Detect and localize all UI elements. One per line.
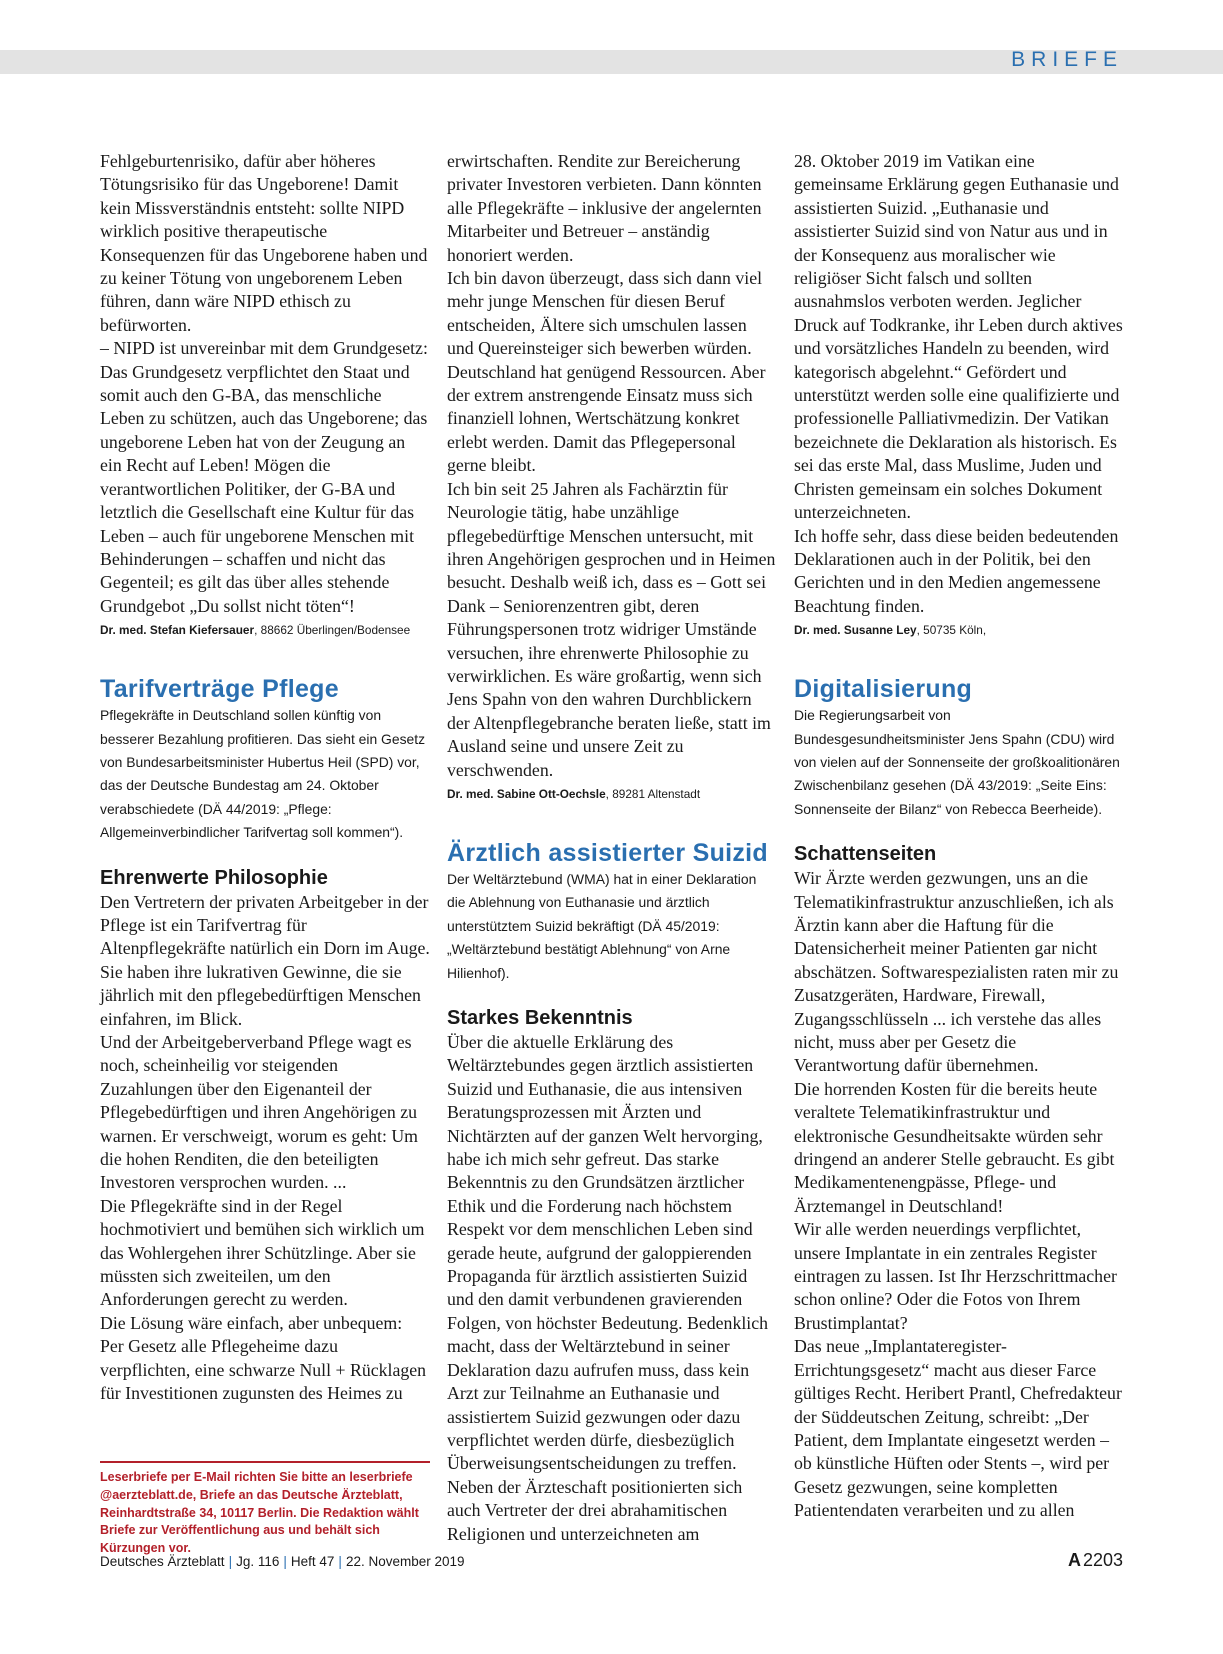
section-label: BRIEFE	[1011, 48, 1123, 71]
topic-intro: Die Regierungsarbeit von Bundesgesundheitsminister Jens Spahn (CDU) wird von vielen auf der Sonnenseite der großkoalitionären Zwischenbilanz gesehen (DÄ 43/2019: „Seite Eins: Sonnenseite der Bilanz“ von Rebecca Beerheide).	[794, 707, 1120, 817]
letter-title: Ehrenwerte Philosophie	[100, 866, 328, 889]
letter-signature	[447, 786, 777, 802]
page-number-value: 2203	[1082, 1550, 1123, 1570]
letter-signature	[100, 622, 430, 638]
letter-title: Starkes Bekenntnis	[447, 1007, 633, 1029]
page-footer	[100, 1554, 1123, 1578]
letter-paragraph: Die Pflegekräfte sind in der Regel hochmotiviert und bemühen sich wirklich um das Wohlergehen ihrer Schützlinge. Aber sie müssten sich zweiteilen, um den Anforderungen gerecht zu werden.	[100, 1195, 425, 1310]
submission-notice: Leserbriefe per E-Mail richten Sie bitte an leserbriefe @aerzteblatt.de, Briefe an das Deutsche Ärzteblatt, Reinhardtstraße 34, 10117 Berlin. Die Redaktion wählt Briefe zur Veröffentlichung aus und behält sich Kürzungen vor.	[100, 1461, 430, 1558]
page-number	[1068, 1550, 1123, 1571]
author-name: Dr. med. Susanne Ley	[794, 623, 917, 638]
letter-paragraph: Die horrenden Kosten für die bereits heute veraltete Telematikinfrastruktur und elektronische Gesundheitsakte würden sehr dringend an anderer Stelle gebraucht. Es gibt Medikamentenengpässe, Pflege- und Ärztemangel in Deutschland!	[794, 1078, 1115, 1216]
letter-paragraph: – NIPD ist unvereinbar mit dem Grundgesetz: Das Grundgesetz verpflichtet den Staat und somit auch den G-BA, das menschliche Leben zu schützen, auch das Ungeborene; das ungeborene Leben hat von der Zeugung an ein Recht auf Leben! Mögen die verantwortlichen Politiker, der G-BA und letztlich die Gesellschaft eine Kultur für das Leben – auch für ungeborene Menschen mit Behinderungen – schaffen und nicht das Gegenteil; es gilt das über alles stehende Grundgebot „Du sollst nicht töten“!	[100, 338, 428, 616]
letter-paragraph: Ich hoffe sehr, dass diese beiden bedeutenden Deklarationen auch in der Politik, bei den Gerichten und in den Medien angemessene Beachtung finden.	[794, 525, 1119, 616]
topic-heading: Tarifverträge Pflege	[100, 675, 339, 704]
letter-paragraph: 28. Oktober 2019 im Vatikan eine gemeinsame Erklärung gegen Euthanasie und assistierten Suizid. „Euthanasie und assistierter Suizid sind von Natur aus und in der Konsequenz aus moralischer wie religiöser Sicht falsch und sollten ausnahmslos verboten werden. Jeglicher Druck auf Todkranke, ihr Leben durch aktives und vorsätzliches Handeln zu beenden, wird kategorisch abgelehnt.“ Gefördert und unterstützt werden solle eine qualifizierte und professionelle Palliativmedizin. Der Vatikan bezeichnete die Deklaration als historisch. Es sei das erste Mal, dass Muslime, Juden und Christen gemeinsam ein solches Dokument unterzeichneten.	[794, 151, 1123, 523]
page-prefix: A	[1067, 1550, 1081, 1570]
letter-paragraph: Das neue „Implantateregister-Errichtungsgesetz“ macht aus dieser Farce gültiges Recht. Heribert Prantl, Chefredakteur der Süddeutschen Zeitung, schreibt: „Der Patient, dem Implantate eingesetzt werden – ob künstliche Hüften oder Stents –, wird per Gesetz gezwungen, seine kompletten Patientendaten verarbeiten und zu allen	[794, 1336, 1122, 1521]
journal-issue: Heft 47	[290, 1554, 335, 1569]
column-2	[447, 150, 777, 1546]
topic-heading: Digitalisierung	[794, 675, 973, 704]
topic-heading: Ärztlich assistierter Suizid	[447, 838, 768, 867]
letter-paragraph: Neben der Ärzteschaft positionierten sich auch Vertreter der drei abrahamitischen Religionen und unterzeichneten am	[447, 1476, 743, 1544]
letter-paragraph: Fehlgeburtenrisiko, dafür aber höheres Tötungsrisiko für das Ungeborene! Damit kein Missverständnis entsteht: sollte NIPD wirklich positive therapeutische Konsequenzen für das Ungeborene haben und zu keiner Tötung von ungeborenem Leben führen, dann wäre NIPD ethisch zu befürworten.	[100, 151, 428, 335]
column-3	[794, 150, 1124, 1523]
author-place: , 50735 Köln,	[916, 623, 987, 638]
author-name: Dr. med. Stefan Kiefersauer	[100, 623, 255, 638]
journal-name: Deutsches Ärzteblatt	[100, 1554, 225, 1569]
topic-intro: Pflegekräfte in Deutschland sollen künftig von besserer Bezahlung profitieren. Das sieht ein Gesetz von Bundesarbeitsminister Hubertus Heil (SPD) vor, das der Deutsche Bundestag am 24. Oktober verabschiedete (DÄ 44/2019: „Pflege: Allgemeinverbindlicher Tarifvertag soll kommen“).	[100, 707, 426, 841]
letter-paragraph: Die Lösung wäre einfach, aber unbequem: Per Gesetz alle Pflegeheime dazu verpflichten, eine schwarze Null + Rücklagen für Investitionen zugunsten des Heimes zu	[100, 1312, 427, 1404]
letter-paragraph: Den Vertretern der privaten Arbeitgeber in der Pflege ist ein Tarifvertrag für Altenpflegekräfte natürlich ein Dorn im Auge. Sie haben ihre lukrativen Gewinne, die sie jährlich mit den pflegebedürftigen Menschen einfahren, im Blick.	[100, 891, 430, 1029]
author-place: , 88662 Überlingen/Bodensee	[254, 623, 411, 638]
divider: |	[228, 1554, 233, 1569]
letter-paragraph: Ich bin seit 25 Jahren als Fachärztin für Neurologie tätig, habe unzählige pflegebedürftige Menschen untersucht, mit ihren Angehörigen gesprochen und in Heimen besucht. Deshalb weiß ich, dass es – Gott sei Dank – Seniorenzentren gibt, deren Führungspersonen trotz widriger Umstände versuchen, ihre ehrenwerte Philosophie zu verwirklichen. Es wäre großartig, wenn sich Jens Spahn von den wahren Durchblickern der Altenpflegebranche beraten ließe, statt im Ausland seine und unsere Zeit zu verschwenden.	[447, 478, 776, 780]
letter-paragraph: Wir alle werden neuerdings verpflichtet, unsere Implantate in ein zentrales Register eintragen zu lassen. Ist Ihr Herzschrittmacher schon online? Oder die Fotos von Ihrem Brustimplantat?	[794, 1219, 1117, 1333]
letter-paragraph: Ich bin davon überzeugt, dass sich dann viel mehr junge Menschen für diesen Beruf entscheiden, Ältere sich umschulen lassen und Quereinsteiger sich bewerben würden. Deutschland hat genügend Ressourcen. Aber der extrem anstrengende Einsatz muss sich finanziell lohnen, Wertschätzung konkret erlebt werden. Damit das Pflegepersonal gerne bleibt.	[447, 268, 766, 476]
divider: |	[338, 1554, 342, 1569]
letter-title: Schattenseiten	[794, 843, 937, 866]
topic-intro: Der Weltärztebund (WMA) hat in einer Deklaration die Ablehnung von Euthanasie und ärztlich unterstütztem Suizid bekräftigt (DÄ 45/2019: „Weltärztebund bestätigt Ablehnung“ von Arne Hilienhof).	[447, 870, 757, 981]
author-place: , 89281 Altenstadt	[605, 786, 701, 801]
letter-paragraph: erwirtschaften. Rendite zur Bereicherung privater Investoren verbieten. Dann könnten alle Pflegekräfte – inklusive der angelernten Mitarbeiter und Betreuer – anständig honoriert werden.	[447, 151, 762, 265]
issue-date: 22. November 2019	[345, 1554, 465, 1569]
column-1	[100, 150, 430, 1406]
journal-volume: Jg. 116	[236, 1554, 280, 1569]
letter-paragraph: Über die aktuelle Erklärung des Weltärztebundes gegen ärztlich assistierten Suizid und Euthanasie, die aus intensiven Beratungsprozessen mit Ärzten und Nichtärzten auf der ganzen Welt hervorging, habe ich mich sehr gefreut. Das starke Bekenntnis zu den Grundsätzen ärztlicher Ethik und die Forderung nach höchstem Respekt vor dem menschlichen Leben sind gerade heute, aufgrund der galoppierenden Propaganda für ärztlich assistierten Suizid und den damit verbundenen gravierenden Folgen, von höchster Bedeutung. Bedenklich macht, dass der Weltärztebund in seiner Deklaration dazu aufrufen muss, dass kein Arzt zur Teilnahme an Euthanasie und assistiertem Suizid gezwungen oder dazu verpflichtet werden dürfe, diesbezüglich Überweisungsentscheidungen zu treffen.	[447, 1032, 768, 1474]
author-name: Dr. med. Sabine Ott-Oechsle	[447, 786, 606, 801]
letter-signature	[794, 622, 1124, 638]
letter-paragraph: Und der Arbeitgeberverband Pflege wagt es noch, scheinheilig vor steigenden Zuzahlungen über den Eigenanteil der Pflegebedürftigen und ihren Angehörigen zu warnen. Er verschweigt, worum es geht: Um die hohen Renditen, die den beteiligten Investoren versprochen wurden. ...	[100, 1032, 418, 1193]
letter-paragraph: Wir Ärzte werden gezwungen, uns an die Telematikinfrastruktur anzuschließen, ich als Ärztin kann aber die Haftung für die Datensicherheit meiner Patienten gar nicht abschätzen. Softwarespezialisten raten mir zu Zusatzgeräten, Hardware, Firewall, Zugangsschlüsseln ... ich verstehe das alles nicht, muss aber per Gesetz die Verantwortung dafür übernehmen.	[794, 868, 1119, 1076]
divider: |	[283, 1554, 287, 1569]
